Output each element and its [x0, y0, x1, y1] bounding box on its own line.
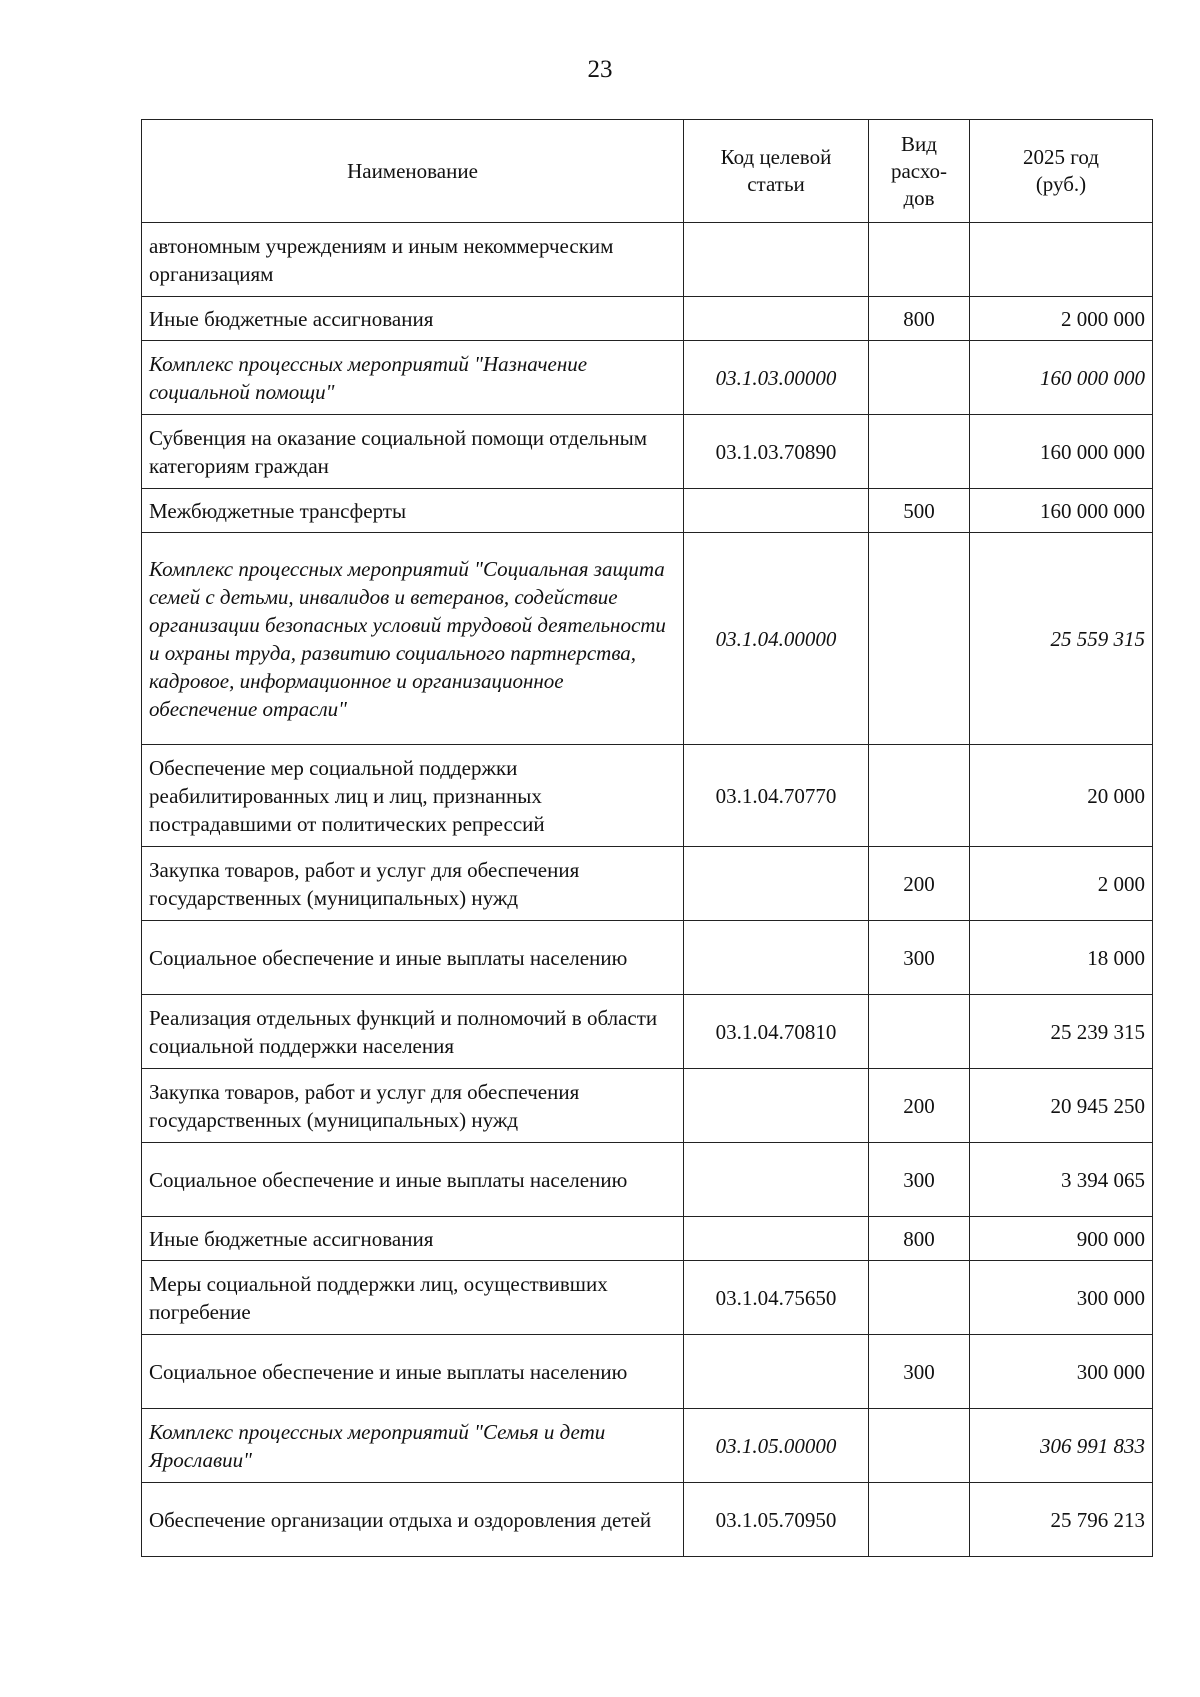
table-row — [142, 223, 1153, 297]
row-kind — [869, 1483, 970, 1557]
row-kind: 300 — [869, 921, 970, 995]
row-name: Социальное обеспечение и иные выплаты населению — [142, 921, 684, 995]
row-kind: 200 — [869, 1069, 970, 1143]
row-code: 03.1.04.70810 — [684, 995, 869, 1069]
row-kind — [869, 1261, 970, 1335]
row-amount: 18 000 — [970, 921, 1153, 995]
row-code: 03.1.03.70890 — [684, 415, 869, 489]
row-amount: 2 000 — [970, 847, 1153, 921]
budget-table — [141, 119, 1153, 1557]
row-code — [684, 1069, 869, 1143]
table-row — [142, 1483, 1153, 1557]
table-row — [142, 1069, 1153, 1143]
table-row — [142, 1143, 1153, 1217]
row-name: Комплекс процессных мероприятий "Назначение социальной помощи" — [142, 341, 684, 415]
row-name: Обеспечение мер социальной поддержки реабилитированных лиц и лиц, признанных пострадавшими от политических репрессий — [142, 745, 684, 847]
row-name: Закупка товаров, работ и услуг для обеспечения государственных (муниципальных) нужд — [142, 847, 684, 921]
table-row — [142, 489, 1153, 533]
row-name: Субвенция на оказание социальной помощи отдельным категориям граждан — [142, 415, 684, 489]
row-amount: 25 796 213 — [970, 1483, 1153, 1557]
row-amount: 2 000 000 — [970, 297, 1153, 341]
table-row — [142, 995, 1153, 1069]
row-name: Межбюджетные трансферты — [142, 489, 684, 533]
table-row — [142, 921, 1153, 995]
row-kind: 200 — [869, 847, 970, 921]
table-row — [142, 341, 1153, 415]
row-code: 03.1.04.70770 — [684, 745, 869, 847]
row-kind — [869, 533, 970, 745]
row-code — [684, 297, 869, 341]
table-row — [142, 1335, 1153, 1409]
row-name: Социальное обеспечение и иные выплаты населению — [142, 1335, 684, 1409]
row-amount: 306 991 833 — [970, 1409, 1153, 1483]
row-kind: 500 — [869, 489, 970, 533]
table-row — [142, 415, 1153, 489]
row-amount: 160 000 000 — [970, 341, 1153, 415]
row-amount: 900 000 — [970, 1217, 1153, 1261]
row-code — [684, 223, 869, 297]
row-amount: 300 000 — [970, 1335, 1153, 1409]
row-amount: 300 000 — [970, 1261, 1153, 1335]
row-kind: 300 — [869, 1335, 970, 1409]
row-kind — [869, 745, 970, 847]
row-name: Закупка товаров, работ и услуг для обеспечения государственных (муниципальных) нужд — [142, 1069, 684, 1143]
row-name: Социальное обеспечение и иные выплаты населению — [142, 1143, 684, 1217]
row-code — [684, 1143, 869, 1217]
row-code: 03.1.05.70950 — [684, 1483, 869, 1557]
table-row — [142, 847, 1153, 921]
row-code: 03.1.03.00000 — [684, 341, 869, 415]
header-name: Наименование — [142, 120, 684, 223]
row-amount: 25 559 315 — [970, 533, 1153, 745]
row-code — [684, 921, 869, 995]
row-name: Реализация отдельных функций и полномочий в области социальной поддержки населения — [142, 995, 684, 1069]
row-amount: 25 239 315 — [970, 995, 1153, 1069]
row-name: Иные бюджетные ассигнования — [142, 297, 684, 341]
row-kind: 300 — [869, 1143, 970, 1217]
row-amount: 3 394 065 — [970, 1143, 1153, 1217]
table-header-row — [142, 120, 1153, 223]
row-name: автономным учреждениям и иным некоммерческим организациям — [142, 223, 684, 297]
header-kind: Вид расхо-дов — [869, 120, 970, 223]
row-code: 03.1.05.00000 — [684, 1409, 869, 1483]
row-code: 03.1.04.00000 — [684, 533, 869, 745]
row-amount: 20 945 250 — [970, 1069, 1153, 1143]
row-amount: 160 000 000 — [970, 489, 1153, 533]
row-code — [684, 847, 869, 921]
row-amount — [970, 223, 1153, 297]
row-kind — [869, 223, 970, 297]
table-row — [142, 1261, 1153, 1335]
row-amount: 20 000 — [970, 745, 1153, 847]
row-name: Обеспечение организации отдыха и оздоровления детей — [142, 1483, 684, 1557]
table-row — [142, 1217, 1153, 1261]
page-number: 23 — [587, 56, 613, 83]
row-code — [684, 1217, 869, 1261]
header-amount: 2025 год (руб.) — [970, 120, 1153, 223]
row-kind — [869, 341, 970, 415]
row-code — [684, 489, 869, 533]
header-code: Код целевой статьи — [684, 120, 869, 223]
table-row — [142, 1409, 1153, 1483]
row-kind — [869, 415, 970, 489]
table-row — [142, 533, 1153, 745]
row-name: Меры социальной поддержки лиц, осуществивших погребение — [142, 1261, 684, 1335]
row-name: Комплекс процессных мероприятий "Социальная защита семей с детьми, инвалидов и ветеранов, содействие организации безопасных условий трудовой деятельности и охраны труда, развитию социального партнерства, кадровое, информационное и организационное обеспечение отрасли" — [142, 533, 684, 745]
row-kind: 800 — [869, 1217, 970, 1261]
row-amount: 160 000 000 — [970, 415, 1153, 489]
table-row — [142, 297, 1153, 341]
row-code: 03.1.04.75650 — [684, 1261, 869, 1335]
row-kind: 800 — [869, 297, 970, 341]
row-name: Комплекс процессных мероприятий "Семья и дети Ярославии" — [142, 1409, 684, 1483]
row-code — [684, 1335, 869, 1409]
table-row — [142, 745, 1153, 847]
row-kind — [869, 995, 970, 1069]
row-kind — [869, 1409, 970, 1483]
row-name: Иные бюджетные ассигнования — [142, 1217, 684, 1261]
